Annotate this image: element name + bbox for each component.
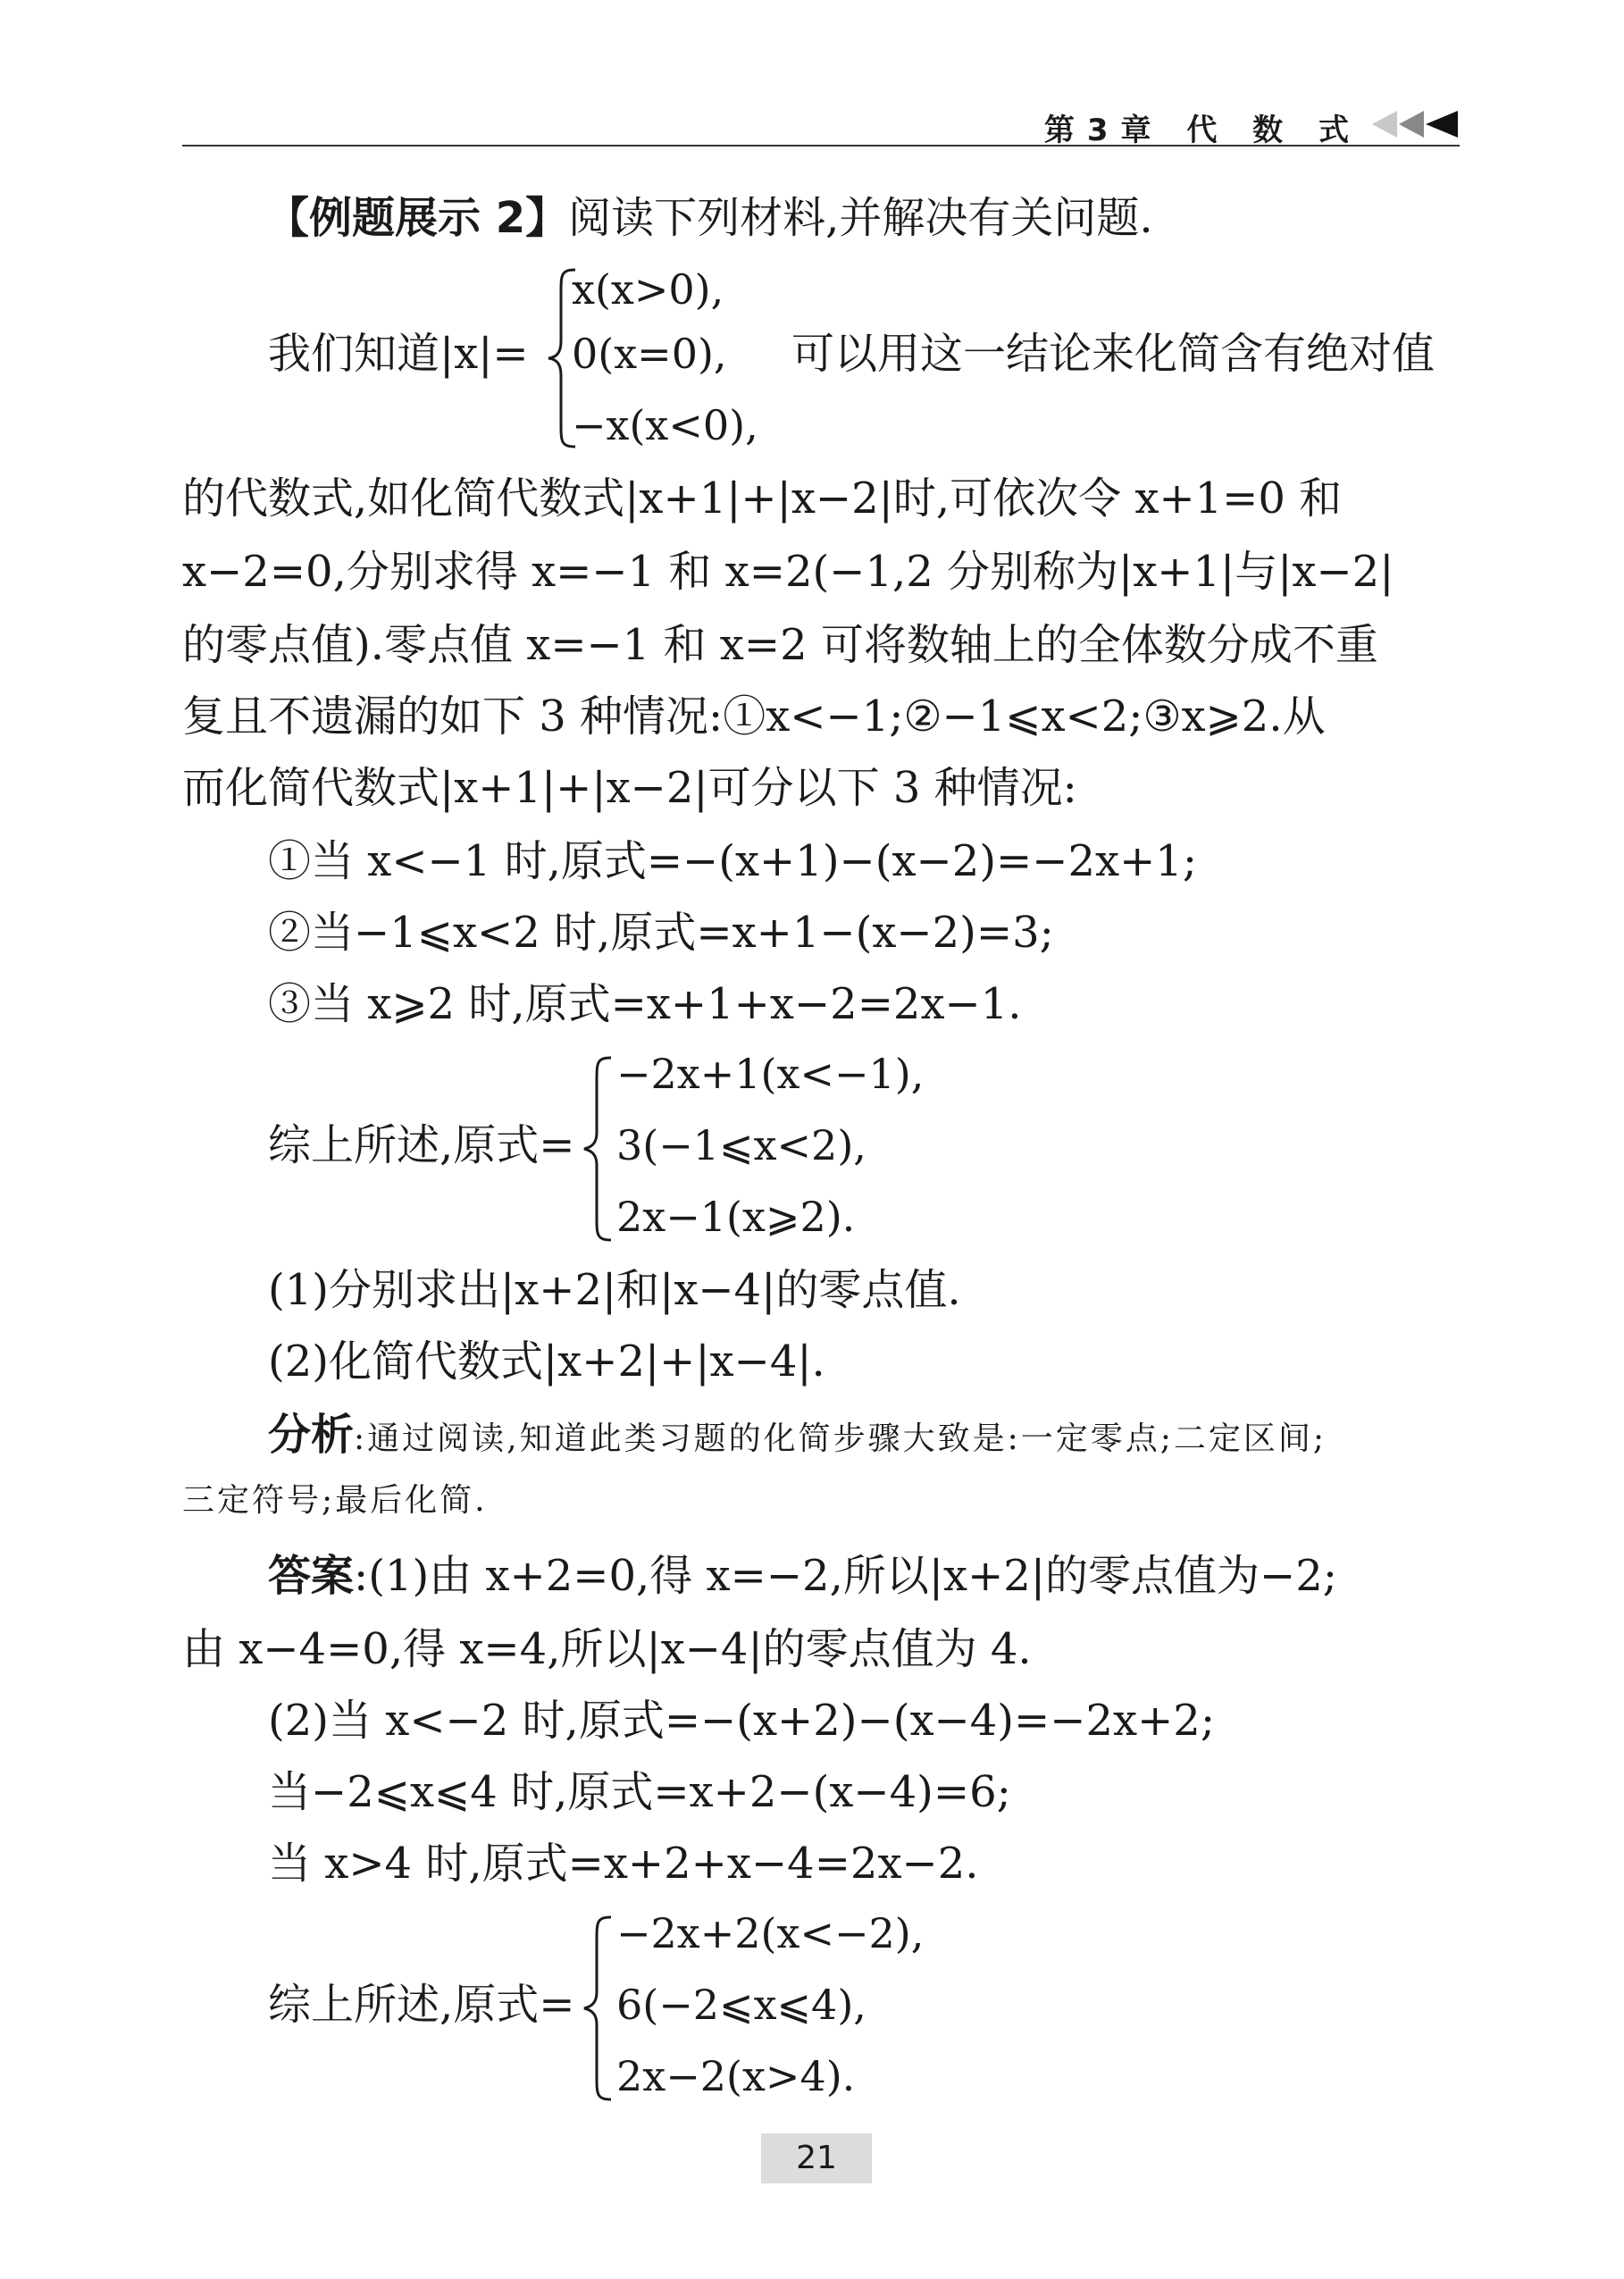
abs-def-case-1: x(x>0), [572, 265, 724, 314]
running-header [182, 100, 1460, 147]
analysis-line-1 [268, 1408, 1327, 1466]
case-a-1: ①当 x<−1 时,原式=−(x+1)−(x−2)=−2x+1; [268, 836, 1198, 886]
answer-line-3: (2)当 x<−2 时,原式=−(x+2)−(x−4)=−2x+2; [268, 1696, 1216, 1746]
material-line-5: 而化简代数式|x+1|+|x−2|可分以下 3 种情况: [182, 763, 1077, 813]
summary-b-case-1: −2x+2(x<−2), [616, 1909, 925, 1957]
analysis-line-2: 三定符号;最后化简. [182, 1482, 488, 1519]
material-line-4: 复且不遗漏的如下 3 种情况:①x<−1;②−1⩽x<2;③x⩾2.从 [182, 691, 1326, 742]
summary-b-case-2: 6(−2⩽x⩽4), [616, 1981, 866, 2029]
analysis-text-1: :通过阅读,知道此类习题的化简步骤大致是:一定零点;二定区间; [354, 1420, 1327, 1457]
answer-label: 答案 [268, 1551, 355, 1601]
summary-a-case-2: 3(−1⩽x<2), [616, 1121, 866, 1169]
left-brace-icon [581, 1914, 616, 2103]
question-1: (1)分别求出|x+2|和|x−4|的零点值. [268, 1265, 961, 1315]
summary-b-prefix: 综上所述,原式= [268, 1980, 575, 2030]
case-a-3: ③当 x⩾2 时,原式=x+1+x−2=2x−1. [268, 979, 1022, 1029]
chapter-title: 第3章 代 数 式 [1043, 113, 1361, 148]
page-number: 21 [761, 2133, 872, 2183]
answer-text-1: :(1)由 x+2=0,得 x=−2,所以|x+2|的零点值为−2; [354, 1551, 1337, 1601]
left-brace-icon [581, 1054, 616, 1244]
abs-def-suffix: 可以用这一结论来化简含有绝对值 [791, 329, 1436, 379]
answer-line-2: 由 x−4=0,得 x=4,所以|x−4|的零点值为 4. [182, 1624, 1032, 1674]
analysis-label: 分析 [268, 1410, 355, 1460]
abs-def-case-3: −x(x<0), [572, 401, 758, 449]
question-2: (2)化简代数式|x+2|+|x−4|. [268, 1336, 825, 1387]
material-line-3: 的零点值).零点值 x=−1 和 x=2 可将数轴上的全体数分成不重 [182, 620, 1378, 670]
answer-line-1 [268, 1549, 1337, 1603]
triangle-arrows-icon [1370, 109, 1460, 143]
material-line-2: x−2=0,分别求得 x=−1 和 x=2(−1,2 分别称为|x+1|与|x−2| [182, 547, 1394, 597]
example-intro: 阅读下列材料,并解决有关问题. [568, 193, 1153, 243]
summary-a-case-1: −2x+1(x<−1), [616, 1050, 925, 1098]
abs-def-case-2: 0(x=0), [572, 330, 727, 378]
example-title: 【例题展示 2】 [266, 193, 569, 243]
answer-line-4: 当−2⩽x⩽4 时,原式=x+2−(x−4)=6; [268, 1767, 1011, 1817]
summary-b-case-3: 2x−2(x>4). [616, 2052, 856, 2100]
summary-a-case-3: 2x−1(x⩾2). [616, 1193, 856, 1241]
answer-line-5: 当 x>4 时,原式=x+2+x−4=2x−2. [268, 1839, 979, 1889]
case-a-2: ②当−1⩽x<2 时,原式=x+1−(x−2)=3; [268, 908, 1054, 958]
summary-a-prefix: 综上所述,原式= [268, 1120, 575, 1170]
example-heading [266, 191, 1153, 245]
abs-def-prefix: 我们知道|x|= [268, 329, 529, 379]
material-line-1: 的代数式,如化简代数式|x+1|+|x−2|时,可依次令 x+1=0 和 [182, 473, 1343, 524]
